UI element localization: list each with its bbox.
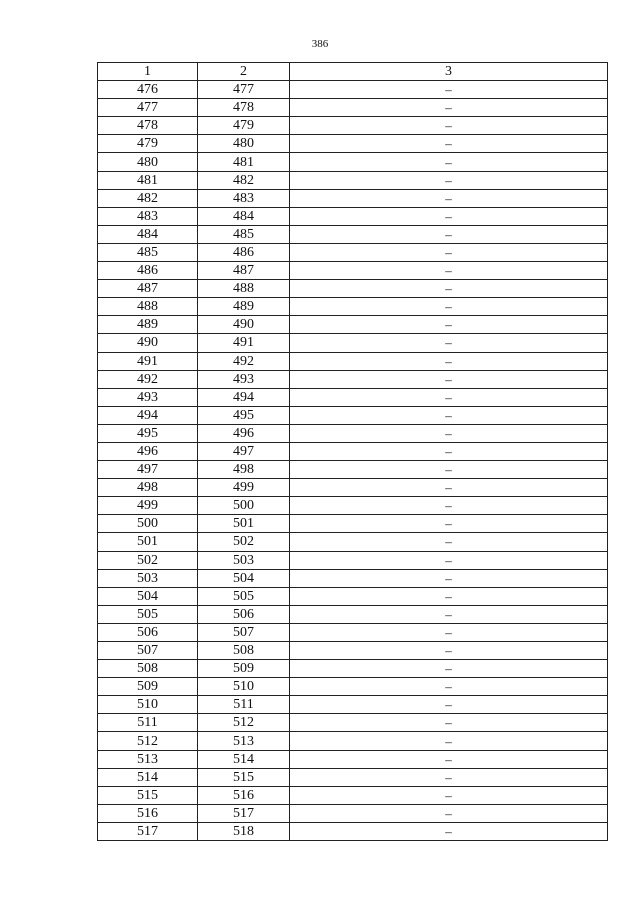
table-body bbox=[98, 81, 608, 841]
column-header-1: 1 bbox=[98, 63, 198, 81]
table-cell-col-2: 510 bbox=[198, 678, 290, 696]
table-cell-col-3: – bbox=[290, 207, 608, 225]
table-cell-col-2: 515 bbox=[198, 768, 290, 786]
table-cell-col-1: 483 bbox=[98, 207, 198, 225]
table-cell-col-3: – bbox=[290, 642, 608, 660]
table-row bbox=[98, 623, 608, 641]
table-cell-col-1: 490 bbox=[98, 334, 198, 352]
table-cell-col-3: – bbox=[290, 822, 608, 840]
table-cell-col-3: – bbox=[290, 424, 608, 442]
table-row bbox=[98, 298, 608, 316]
table-cell-col-3: – bbox=[290, 696, 608, 714]
table-cell-col-2: 485 bbox=[198, 225, 290, 243]
table-header bbox=[98, 63, 608, 81]
column-header-2: 2 bbox=[198, 63, 290, 81]
table-row bbox=[98, 479, 608, 497]
table-cell-col-2: 503 bbox=[198, 551, 290, 569]
table-cell-col-2: 477 bbox=[198, 81, 290, 99]
table-cell-col-1: 517 bbox=[98, 822, 198, 840]
table-cell-col-2: 505 bbox=[198, 587, 290, 605]
table-cell-col-2: 494 bbox=[198, 388, 290, 406]
table-row bbox=[98, 352, 608, 370]
table-cell-col-3: – bbox=[290, 225, 608, 243]
table-cell-col-1: 487 bbox=[98, 280, 198, 298]
table-row bbox=[98, 533, 608, 551]
table-cell-col-3: – bbox=[290, 189, 608, 207]
table-cell-col-2: 511 bbox=[198, 696, 290, 714]
table-cell-col-3: – bbox=[290, 732, 608, 750]
table-cell-col-1: 502 bbox=[98, 551, 198, 569]
table-cell-col-1: 476 bbox=[98, 81, 198, 99]
table-row bbox=[98, 768, 608, 786]
table-cell-col-3: – bbox=[290, 587, 608, 605]
table-cell-col-3: – bbox=[290, 804, 608, 822]
table-cell-col-2: 480 bbox=[198, 135, 290, 153]
table-cell-col-1: 489 bbox=[98, 316, 198, 334]
table-cell-col-3: – bbox=[290, 352, 608, 370]
table-row bbox=[98, 660, 608, 678]
table-cell-col-1: 514 bbox=[98, 768, 198, 786]
table-cell-col-1: 485 bbox=[98, 243, 198, 261]
table-cell-col-3: – bbox=[290, 768, 608, 786]
table-row bbox=[98, 642, 608, 660]
table-row bbox=[98, 171, 608, 189]
table-cell-col-3: – bbox=[290, 461, 608, 479]
table-cell-col-1: 501 bbox=[98, 533, 198, 551]
table-cell-col-3: – bbox=[290, 750, 608, 768]
table-row bbox=[98, 461, 608, 479]
table-cell-col-1: 477 bbox=[98, 99, 198, 117]
table-cell-col-2: 496 bbox=[198, 424, 290, 442]
table-cell-col-1: 509 bbox=[98, 678, 198, 696]
table-cell-col-2: 491 bbox=[198, 334, 290, 352]
table-cell-col-1: 516 bbox=[98, 804, 198, 822]
table-cell-col-3: – bbox=[290, 316, 608, 334]
table-cell-col-3: – bbox=[290, 786, 608, 804]
table-cell-col-1: 511 bbox=[98, 714, 198, 732]
table-cell-col-3: – bbox=[290, 533, 608, 551]
table-cell-col-2: 498 bbox=[198, 461, 290, 479]
table-cell-col-3: – bbox=[290, 280, 608, 298]
table-row bbox=[98, 786, 608, 804]
table-cell-col-3: – bbox=[290, 153, 608, 171]
table-row bbox=[98, 497, 608, 515]
table-row bbox=[98, 81, 608, 99]
table-cell-col-1: 497 bbox=[98, 461, 198, 479]
table-cell-col-1: 481 bbox=[98, 171, 198, 189]
table-cell-col-1: 512 bbox=[98, 732, 198, 750]
table-cell-col-2: 509 bbox=[198, 660, 290, 678]
table-cell-col-1: 484 bbox=[98, 225, 198, 243]
table-cell-col-1: 496 bbox=[98, 442, 198, 460]
table-row bbox=[98, 515, 608, 533]
table-row bbox=[98, 225, 608, 243]
table-cell-col-3: – bbox=[290, 388, 608, 406]
table-cell-col-3: – bbox=[290, 623, 608, 641]
table-cell-col-3: – bbox=[290, 714, 608, 732]
table-cell-col-3: – bbox=[290, 298, 608, 316]
table-cell-col-3: – bbox=[290, 551, 608, 569]
table-row bbox=[98, 207, 608, 225]
table-cell-col-1: 480 bbox=[98, 153, 198, 171]
table-cell-col-2: 501 bbox=[198, 515, 290, 533]
table-cell-col-1: 493 bbox=[98, 388, 198, 406]
table-cell-col-2: 507 bbox=[198, 623, 290, 641]
table-cell-col-1: 508 bbox=[98, 660, 198, 678]
table-cell-col-2: 500 bbox=[198, 497, 290, 515]
table-row bbox=[98, 750, 608, 768]
table-cell-col-1: 491 bbox=[98, 352, 198, 370]
table-row bbox=[98, 316, 608, 334]
table-row bbox=[98, 135, 608, 153]
table-row bbox=[98, 280, 608, 298]
table-row bbox=[98, 189, 608, 207]
table-cell-col-2: 497 bbox=[198, 442, 290, 460]
data-table bbox=[97, 62, 608, 841]
table-row bbox=[98, 696, 608, 714]
table-cell-col-3: – bbox=[290, 497, 608, 515]
table-row bbox=[98, 117, 608, 135]
table-cell-col-2: 488 bbox=[198, 280, 290, 298]
table-row bbox=[98, 442, 608, 460]
table-cell-col-1: 499 bbox=[98, 497, 198, 515]
table-cell-col-3: – bbox=[290, 660, 608, 678]
table-cell-col-1: 498 bbox=[98, 479, 198, 497]
table-cell-col-1: 488 bbox=[98, 298, 198, 316]
table-cell-col-2: 490 bbox=[198, 316, 290, 334]
table-cell-col-2: 516 bbox=[198, 786, 290, 804]
column-header-3: 3 bbox=[290, 63, 608, 81]
table-cell-col-1: 500 bbox=[98, 515, 198, 533]
table-cell-col-2: 479 bbox=[198, 117, 290, 135]
table-cell-col-3: – bbox=[290, 406, 608, 424]
table-cell-col-2: 504 bbox=[198, 569, 290, 587]
table-cell-col-3: – bbox=[290, 99, 608, 117]
table-row bbox=[98, 551, 608, 569]
table-cell-col-3: – bbox=[290, 569, 608, 587]
table-cell-col-2: 506 bbox=[198, 605, 290, 623]
table-cell-col-3: – bbox=[290, 262, 608, 280]
table-row bbox=[98, 822, 608, 840]
table-row bbox=[98, 678, 608, 696]
table-cell-col-2: 481 bbox=[198, 153, 290, 171]
table-cell-col-3: – bbox=[290, 515, 608, 533]
table-row bbox=[98, 424, 608, 442]
table-cell-col-2: 518 bbox=[198, 822, 290, 840]
table-cell-col-2: 487 bbox=[198, 262, 290, 280]
table-cell-col-2: 482 bbox=[198, 171, 290, 189]
table-header-row bbox=[98, 63, 608, 81]
table-row bbox=[98, 605, 608, 623]
table-row bbox=[98, 388, 608, 406]
table-cell-col-2: 512 bbox=[198, 714, 290, 732]
table-cell-col-3: – bbox=[290, 117, 608, 135]
table-cell-col-2: 495 bbox=[198, 406, 290, 424]
table-cell-col-2: 486 bbox=[198, 243, 290, 261]
table-cell-col-2: 484 bbox=[198, 207, 290, 225]
table-cell-col-2: 499 bbox=[198, 479, 290, 497]
table-cell-col-2: 493 bbox=[198, 370, 290, 388]
table-row bbox=[98, 406, 608, 424]
table-cell-col-3: – bbox=[290, 605, 608, 623]
table-cell-col-3: – bbox=[290, 243, 608, 261]
table-cell-col-1: 478 bbox=[98, 117, 198, 135]
table-cell-col-1: 494 bbox=[98, 406, 198, 424]
table-cell-col-3: – bbox=[290, 81, 608, 99]
table-cell-col-1: 506 bbox=[98, 623, 198, 641]
table-row bbox=[98, 732, 608, 750]
table-cell-col-3: – bbox=[290, 479, 608, 497]
page-number: 386 bbox=[311, 38, 329, 50]
table-row bbox=[98, 99, 608, 117]
table-row bbox=[98, 587, 608, 605]
table-cell-col-1: 505 bbox=[98, 605, 198, 623]
table-cell-col-3: – bbox=[290, 442, 608, 460]
table-cell-col-2: 508 bbox=[198, 642, 290, 660]
table-cell-col-1: 510 bbox=[98, 696, 198, 714]
table-cell-col-2: 513 bbox=[198, 732, 290, 750]
table-row bbox=[98, 243, 608, 261]
table-cell-col-2: 489 bbox=[198, 298, 290, 316]
table-cell-col-1: 513 bbox=[98, 750, 198, 768]
table-cell-col-1: 479 bbox=[98, 135, 198, 153]
table-cell-col-1: 482 bbox=[98, 189, 198, 207]
table-cell-col-1: 507 bbox=[98, 642, 198, 660]
table-row bbox=[98, 334, 608, 352]
table-row bbox=[98, 262, 608, 280]
table-cell-col-3: – bbox=[290, 135, 608, 153]
table-cell-col-1: 495 bbox=[98, 424, 198, 442]
table-cell-col-3: – bbox=[290, 678, 608, 696]
table-row bbox=[98, 153, 608, 171]
table-cell-col-1: 486 bbox=[98, 262, 198, 280]
table-row bbox=[98, 804, 608, 822]
table-cell-col-2: 483 bbox=[198, 189, 290, 207]
table-row bbox=[98, 569, 608, 587]
table-cell-col-3: – bbox=[290, 370, 608, 388]
table-cell-col-2: 514 bbox=[198, 750, 290, 768]
table-cell-col-1: 503 bbox=[98, 569, 198, 587]
table-cell-col-1: 515 bbox=[98, 786, 198, 804]
table-cell-col-1: 492 bbox=[98, 370, 198, 388]
table-cell-col-2: 502 bbox=[198, 533, 290, 551]
table-cell-col-2: 478 bbox=[198, 99, 290, 117]
table-cell-col-2: 492 bbox=[198, 352, 290, 370]
table-row bbox=[98, 370, 608, 388]
table-row bbox=[98, 714, 608, 732]
table-cell-col-3: – bbox=[290, 334, 608, 352]
table-cell-col-1: 504 bbox=[98, 587, 198, 605]
table-cell-col-2: 517 bbox=[198, 804, 290, 822]
table-cell-col-3: – bbox=[290, 171, 608, 189]
